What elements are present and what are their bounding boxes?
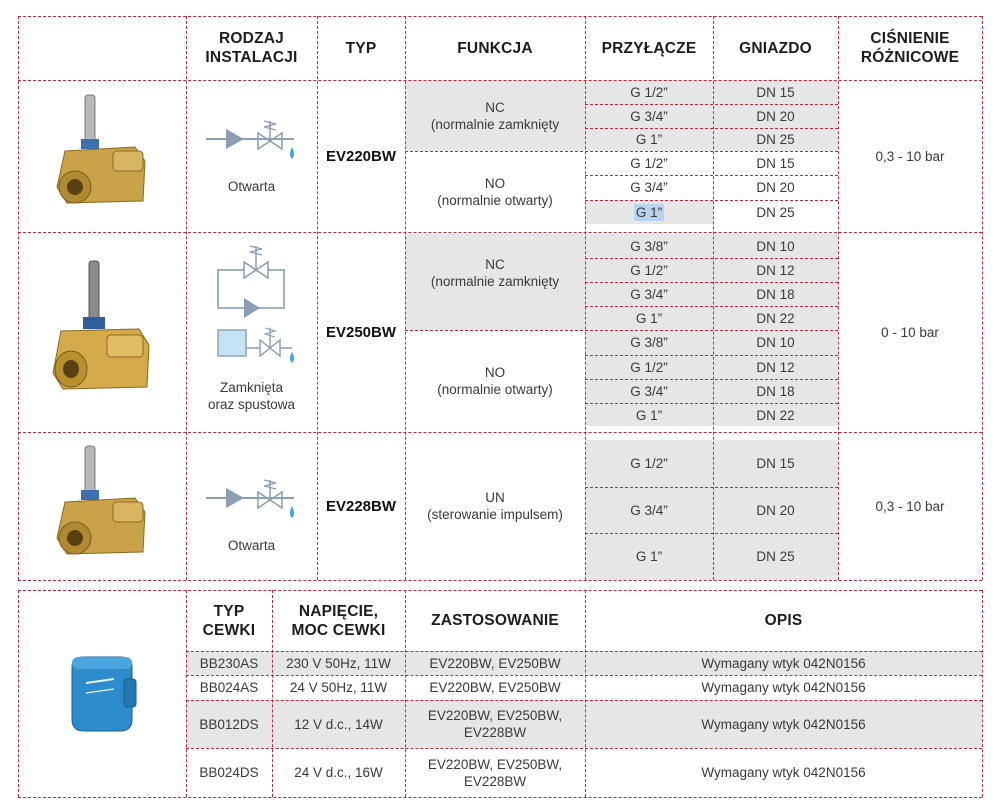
voltage-cell: 24 V d.c., 16W: [294, 765, 383, 780]
header-type: TYP: [345, 39, 377, 57]
seat-cell: DN 12: [756, 359, 795, 375]
seat-cell: DN 25: [756, 132, 795, 147]
connection-cell: G 3/4”: [630, 108, 668, 124]
connection-cell: G 3/8”: [630, 238, 668, 254]
closed-drain-circuit-diagram-icon: [210, 240, 300, 366]
function-code: NC: [485, 99, 505, 115]
header-coil-type: TYP CEWKI: [202, 602, 256, 639]
function-cell: [405, 330, 585, 432]
seat-cell: DN 25: [756, 204, 795, 220]
header-seat: GNIAZDO: [739, 39, 812, 57]
connection-cell: G 3/4”: [630, 502, 668, 518]
connection-cell: G 1”: [635, 407, 663, 423]
coil-type-cell: BB024AS: [199, 680, 259, 695]
connection-cell: G 1/2”: [630, 262, 668, 278]
seat-cell: DN 20: [756, 502, 795, 518]
seat-cell: DN 25: [756, 549, 795, 564]
open-circuit-diagram-icon: [200, 115, 304, 165]
connection-cell: G 1/2”: [630, 84, 668, 100]
seat-cell: DN 15: [756, 456, 795, 471]
coil-type-cell: BB024DS: [199, 765, 259, 780]
description-cell: Wymagany wtyk 042N0156: [701, 655, 866, 671]
coil-type-cell: BB230AS: [199, 655, 259, 671]
function-code: NO: [484, 365, 506, 380]
description-cell: Wymagany wtyk 042N0156: [701, 765, 866, 780]
seat-cell: DN 10: [756, 335, 795, 350]
function-description: (normalnie zamknięty: [430, 274, 560, 289]
connection-cell: G 3/4”: [630, 383, 668, 399]
pressure-cell: 0 - 10 bar: [881, 324, 939, 340]
connection-cell: G 1”: [635, 549, 663, 564]
pressure-cell: 0,3 - 10 bar: [875, 498, 945, 514]
voltage-cell: 24 V 50Hz, 11W: [289, 680, 388, 695]
function-code: NC: [485, 257, 505, 272]
header-connection: PRZYŁĄCZE: [601, 39, 697, 57]
header-application: ZASTOSOWANIE: [431, 612, 559, 629]
function-description: (normalnie zamknięty: [430, 116, 560, 132]
function-description: (normalnie otwarty): [437, 192, 553, 208]
valve-photo-icon: [18, 232, 186, 432]
connection-cell: G 1/2”: [630, 155, 668, 171]
function-cell: [405, 232, 585, 330]
valve-photo-icon: [18, 80, 186, 232]
coil-photo-icon: [18, 590, 186, 797]
seat-cell: DN 22: [756, 310, 795, 326]
function-cell: [405, 80, 585, 151]
connection-cell: G 1/2”: [630, 456, 668, 471]
application-cell: EV220BW, EV250BW: [429, 680, 561, 695]
description-cell: Wymagany wtyk 042N0156: [701, 680, 866, 695]
voltage-cell: 12 V d.c., 14W: [294, 716, 383, 732]
installation-label: Otwarta: [227, 537, 276, 553]
header-function: FUNKCJA: [457, 39, 533, 57]
connection-cell: G 3/8”: [630, 335, 668, 350]
application-cell: EV220BW, EV250BW: [429, 655, 561, 671]
application-cell: EV220BW, EV250BW, EV228BW: [427, 708, 563, 740]
function-description: (sterowanie impulsem): [427, 507, 563, 522]
application-cell: EV220BW, EV250BW, EV228BW: [427, 756, 563, 789]
function-description: (normalnie otwarty): [437, 382, 553, 397]
pressure-cell: 0,3 - 10 bar: [875, 148, 945, 164]
header-description: OPIS: [764, 612, 803, 629]
valve-photo-icon: [18, 432, 186, 580]
installation-label: Zamknięta oraz spustowa: [207, 380, 296, 412]
seat-cell: DN 12: [756, 262, 795, 278]
open-circuit-diagram-icon: [200, 474, 304, 524]
coil-type-cell: BB012DS: [199, 716, 259, 732]
seat-cell: DN 15: [756, 155, 795, 171]
function-cell: [405, 151, 585, 232]
function-code: NO: [484, 175, 506, 191]
function-code: UN: [485, 490, 505, 505]
seat-cell: DN 15: [756, 84, 795, 100]
type-label: EV220BW: [325, 147, 397, 165]
seat-cell: DN 18: [756, 286, 795, 302]
seat-cell: DN 10: [756, 238, 795, 254]
connection-cell: G 1”: [635, 310, 663, 326]
type-label: EV228BW: [325, 497, 397, 515]
connection-cell: G 1”: [635, 132, 663, 147]
connection-cell: G 1”: [635, 204, 663, 220]
seat-cell: DN 22: [756, 407, 795, 423]
installation-label: Otwarta: [227, 178, 276, 194]
description-cell: Wymagany wtyk 042N0156: [701, 716, 866, 732]
connection-cell: G 1/2”: [630, 359, 668, 375]
function-cell: [405, 432, 585, 580]
header-pressure: CIŚNIENIE RÓŻNICOWE: [860, 30, 960, 66]
seat-cell: DN 20: [756, 180, 795, 195]
seat-cell: DN 20: [756, 108, 795, 124]
seat-cell: DN 18: [756, 383, 795, 399]
voltage-cell: 230 V 50Hz, 11W: [286, 655, 391, 671]
connection-cell: G 3/4”: [630, 286, 668, 302]
type-label: EV250BW: [325, 323, 397, 341]
header-voltage: NAPIĘCIE, MOC CEWKI: [291, 602, 386, 639]
connection-cell: G 3/4”: [630, 180, 668, 195]
header-installation: RODZAJ INSTALACJI: [205, 30, 298, 66]
